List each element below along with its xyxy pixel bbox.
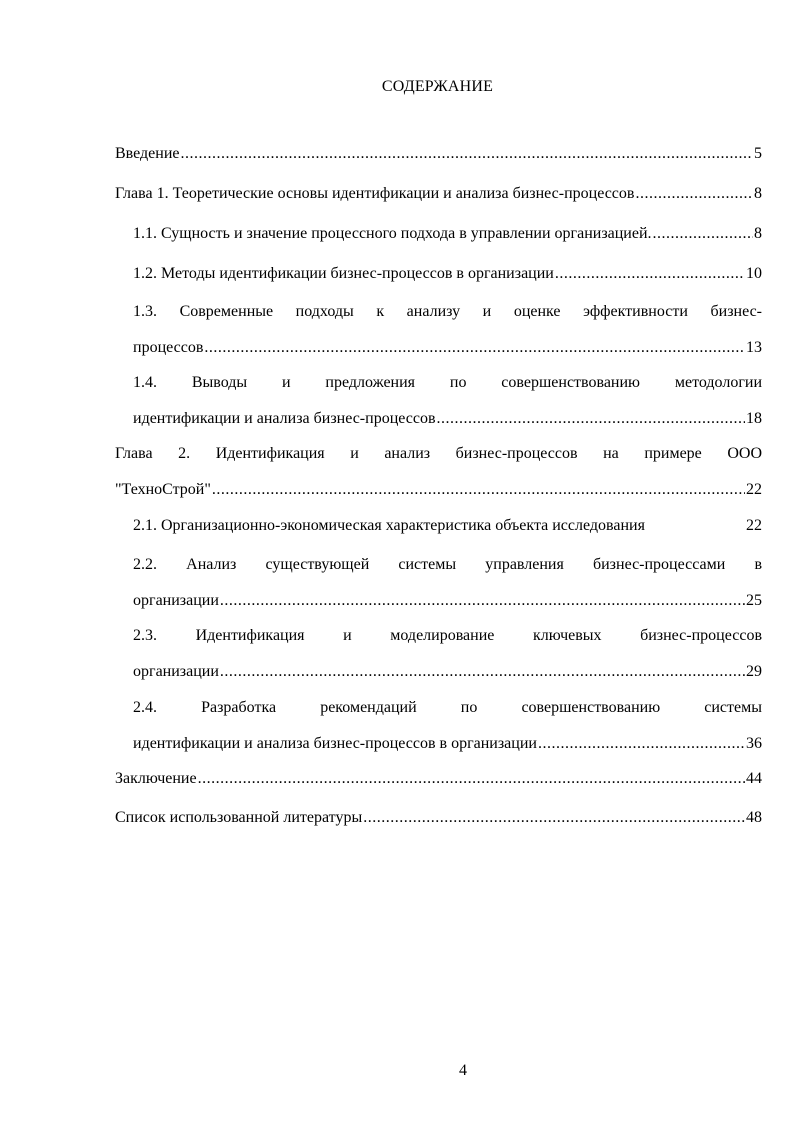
- toc-entry-label-line-2: "ТехноСтрой": [115, 481, 211, 498]
- toc-page-number: 36: [746, 735, 762, 752]
- toc-entry-label: 1.2. Методы идентификации бизнес-процессов в организации: [133, 265, 554, 282]
- dot-leader: [220, 654, 745, 690]
- dot-leader: [198, 761, 745, 797]
- toc-entry-intro[interactable]: [115, 136, 762, 172]
- toc-entry-label-line-2: идентификации и анализа бизнес-процессов: [133, 410, 436, 427]
- toc-entry-label-line-2: организации: [133, 592, 219, 609]
- dot-leader: [653, 216, 753, 252]
- dot-leader: [635, 176, 753, 212]
- page-title: СОДЕРЖАНИЕ: [381, 78, 494, 95]
- toc-entry-label: 1.1. Сущность и значение процессного подхода в управлении организацией.: [133, 225, 652, 242]
- toc-page-number: 48: [746, 809, 762, 826]
- toc-page-number: 8: [754, 225, 762, 242]
- toc-page-number: 29: [746, 663, 762, 680]
- toc-page-number: 18: [746, 410, 762, 427]
- toc-entry-1-3[interactable]: [133, 294, 762, 366]
- toc-entry-conclusion[interactable]: [115, 761, 762, 797]
- dot-leader: [204, 330, 745, 366]
- toc-entry-label-line-1: 1.3. Современные подходы к анализу и оценке эффективности бизнес-: [133, 303, 762, 320]
- toc-page-number: 8: [754, 185, 762, 202]
- dot-leader: [437, 401, 745, 437]
- dot-leader: [220, 583, 745, 619]
- toc-page-number: 22: [746, 481, 762, 498]
- toc-entry-chapter-2[interactable]: [115, 436, 762, 508]
- toc-entry-label: Введение: [115, 145, 180, 162]
- toc-entry-label-line-2: идентификации и анализа бизнес-процессов в организации: [133, 735, 537, 752]
- toc-entry-label-line-2: организации: [133, 663, 219, 680]
- toc-entry-1-2[interactable]: [133, 256, 762, 292]
- toc-entry-2-4[interactable]: [133, 690, 762, 762]
- toc-entry-chapter-1[interactable]: [115, 176, 762, 212]
- toc-entry-label-line-2: процессов: [133, 339, 204, 356]
- toc-page-number: 44: [746, 770, 762, 787]
- toc-page-number: 5: [754, 145, 762, 162]
- toc-entry-2-2[interactable]: [133, 547, 762, 619]
- toc-page-number: 22: [746, 517, 762, 534]
- toc-entry-label-line-1: 2.3. Идентификация и моделирование ключевых бизнес-процессов: [133, 627, 762, 644]
- dot-leader: [555, 256, 745, 292]
- page-number: 4: [459, 1062, 467, 1079]
- toc-entry-label-line-1: 2.4. Разработка рекомендаций по совершенствованию системы: [133, 699, 762, 716]
- toc-entry-label: Глава 1. Теоретические основы идентификации и анализа бизнес-процессов: [115, 185, 635, 202]
- dot-leader: [363, 800, 745, 836]
- toc-page-number: 25: [746, 592, 762, 609]
- toc-entry-label-line-1: Глава 2. Идентификация и анализ бизнес-процессов на примере ООО: [115, 445, 762, 462]
- dot-leader: [212, 472, 745, 508]
- toc-entry-1-1[interactable]: [133, 216, 762, 252]
- toc-entry-references[interactable]: [115, 800, 762, 836]
- toc-entry-label-line-1: 1.4. Выводы и предложения по совершенствованию методологии: [133, 374, 762, 391]
- toc-entry-1-4[interactable]: [133, 365, 762, 437]
- toc-entry-label: Заключение: [115, 770, 197, 787]
- toc-page-number: 13: [746, 339, 762, 356]
- toc-entry-label: 2.1. Организационно-экономическая характеристика объекта исследования: [133, 517, 645, 534]
- toc-entry-label-line-1: 2.2. Анализ существующей системы управления бизнес-процессами в: [133, 556, 762, 573]
- toc-page-number: 10: [746, 265, 762, 282]
- toc-entry-2-3[interactable]: [133, 618, 762, 690]
- toc-entry-label: Список использованной литературы: [115, 809, 363, 826]
- toc-entry-2-1[interactable]: [133, 508, 762, 544]
- dot-leader: [538, 726, 745, 762]
- dot-leader: [181, 136, 754, 172]
